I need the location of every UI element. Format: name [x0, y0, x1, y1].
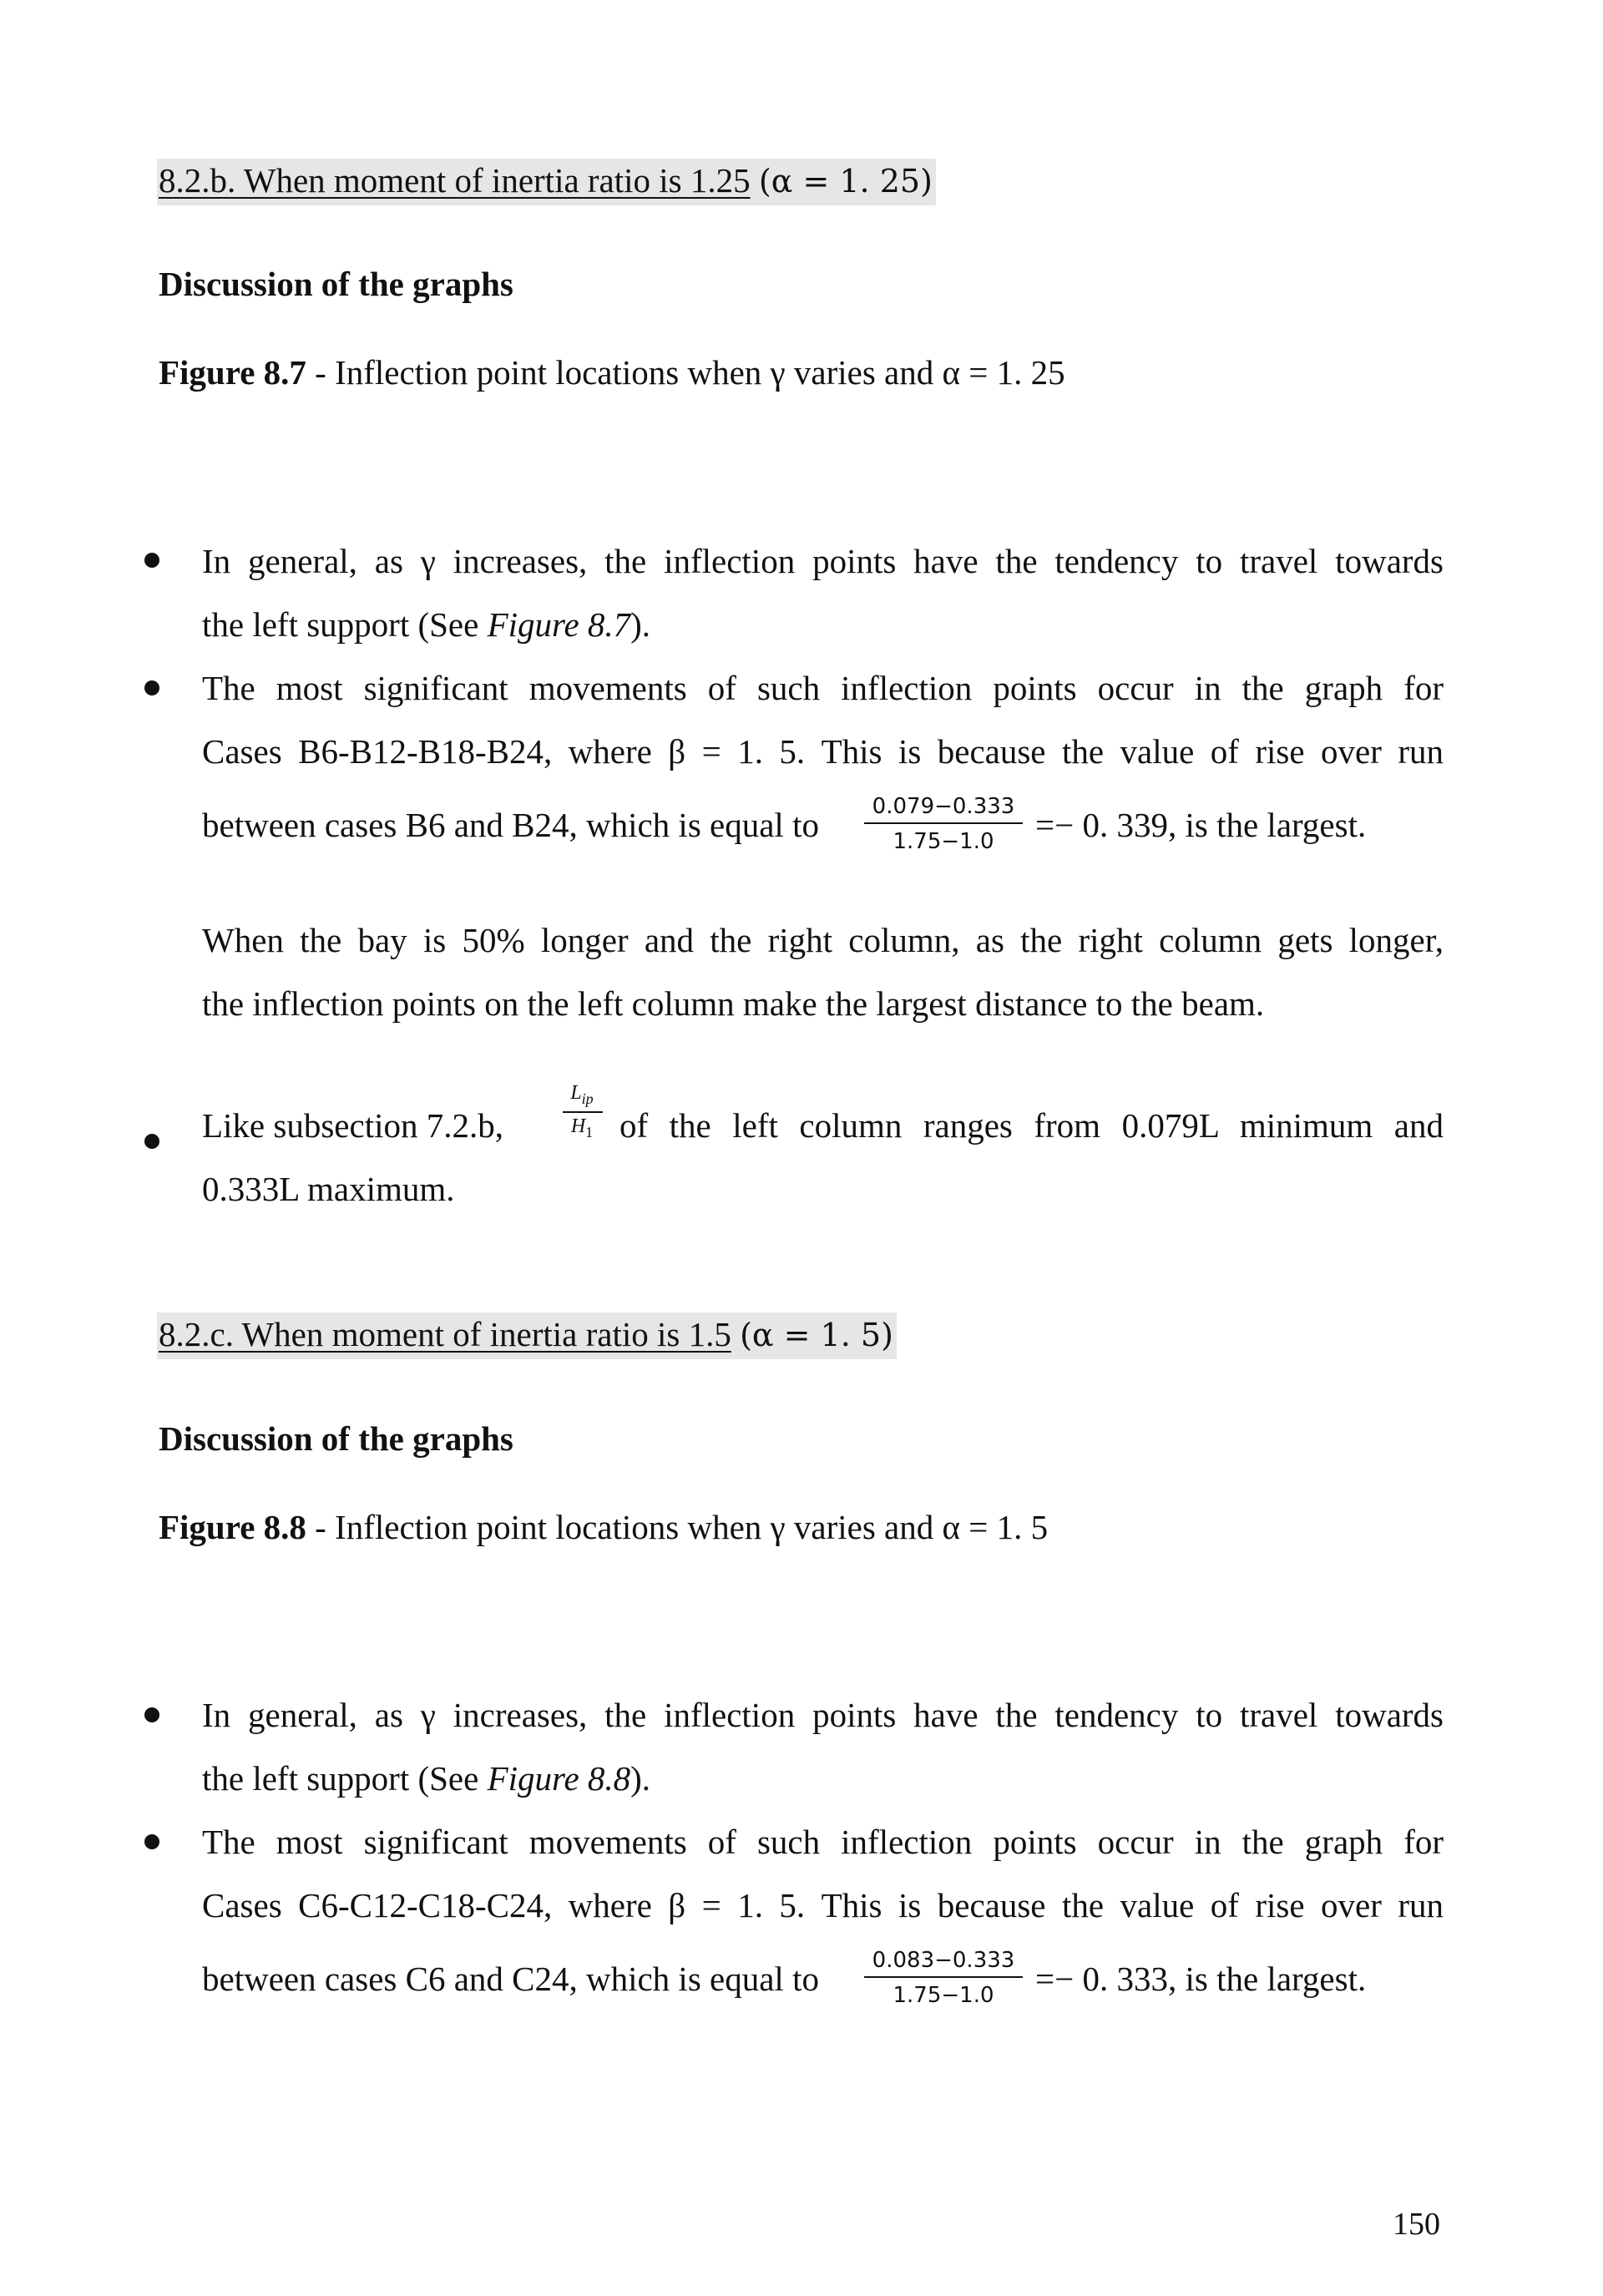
bullet-text-fragment: ).: [630, 605, 651, 644]
fraction-numerator: [561, 1082, 603, 1108]
fraction-denominator: 1.75−1.0: [893, 1983, 994, 2008]
fraction-subscript: 1: [585, 1123, 594, 1140]
figure-caption-text: - Inflection point locations when γ varies and α = 1. 5: [306, 1508, 1049, 1546]
section-heading-math: (α = 1. 5): [740, 1317, 893, 1353]
bullet-text-line: [202, 605, 651, 644]
fraction-denominator: [561, 1115, 603, 1141]
bullet-marker: [144, 1707, 159, 1722]
section-heading-math: (α = 1. 25): [758, 163, 933, 200]
bullet-text-fragment: the left support (See: [202, 605, 488, 644]
bullet-text-line: Cases C6-C12-C18-C24, where β = 1. 5. This is because the value of rise over run: [202, 1886, 1444, 1924]
paragraph-line: When the bay is 50% longer and the right column, as the right column gets longer,: [202, 921, 1444, 959]
section-heading-8-2-b: [157, 159, 936, 205]
bullet-text-line: [202, 1759, 651, 1798]
section-heading-text: 8.2.b. When moment of inertia ratio is 1.25: [159, 161, 751, 200]
bullet-text-line: 0.333L maximum.: [202, 1170, 455, 1208]
bullet-text-fragment: Like subsection 7.2.b,: [202, 1106, 503, 1145]
fraction-bar: [864, 822, 1023, 824]
bullet-text-line: The most significant movements of such inflection points occur in the graph for: [202, 1823, 1444, 1861]
figure-caption: [159, 1510, 1048, 1545]
fraction-subscript: ip: [581, 1090, 594, 1107]
bullet-text-line: In general, as γ increases, the inflection points have the tendency to travel towards: [202, 1696, 1444, 1734]
bullet-text-line: between cases C6 and C24, which is equal to: [202, 1960, 819, 1998]
figure-label: Figure 8.8: [159, 1508, 306, 1546]
bullet-text-line: =− 0. 333, is the largest.: [1035, 1960, 1367, 1998]
section-heading-8-2-c: [157, 1312, 897, 1359]
bullet-text-fragment: of the left column ranges from 0.079L minimum and: [619, 1106, 1444, 1145]
bullet-marker: [144, 1134, 159, 1149]
bullet-text-line: between cases B6 and B24, which is equal to: [202, 806, 819, 844]
figure-caption-text: - Inflection point locations when γ varies and α = 1. 25: [306, 353, 1065, 392]
fraction-numerator: 0.079−0.333: [872, 794, 1015, 819]
discussion-heading: Discussion of the graphs: [159, 1419, 513, 1458]
fraction-denominator: 1.75−1.0: [893, 829, 994, 854]
fraction-bar: [864, 1976, 1023, 1978]
fraction-symbol: H: [570, 1115, 586, 1137]
bullet-marker: [144, 1834, 159, 1849]
bullet-text-line: Cases B6-B12-B18-B24, where β = 1. 5. This is because the value of rise over run: [202, 732, 1444, 771]
figure-reference: Figure 8.8: [487, 1759, 631, 1798]
bullet-text-line: In general, as γ increases, the inflection points have the tendency to travel towards: [202, 542, 1444, 580]
fraction-bar: [563, 1111, 603, 1113]
page-number: 150: [1393, 2207, 1440, 2242]
bullet-marker: [144, 680, 159, 695]
bullet-text-line: =− 0. 339, is the largest.: [1035, 806, 1367, 844]
bullet-text-fragment: ).: [630, 1759, 651, 1798]
figure-caption: [159, 353, 1065, 392]
figure-label: Figure 8.7: [159, 353, 306, 392]
discussion-heading: Discussion of the graphs: [159, 265, 513, 303]
bullet-text-fragment: the left support (See: [202, 1759, 488, 1798]
fraction-symbol: L: [570, 1082, 582, 1104]
fraction-numerator: 0.083−0.333: [872, 1948, 1015, 1973]
bullet-marker: [144, 553, 159, 568]
paragraph-line: the inflection points on the left column make the largest distance to the beam.: [202, 984, 1265, 1023]
section-heading-text: 8.2.c. When moment of inertia ratio is 1.5: [159, 1315, 731, 1353]
figure-reference: Figure 8.7: [487, 605, 631, 644]
bullet-text-line: The most significant movements of such inflection points occur in the graph for: [202, 669, 1444, 707]
